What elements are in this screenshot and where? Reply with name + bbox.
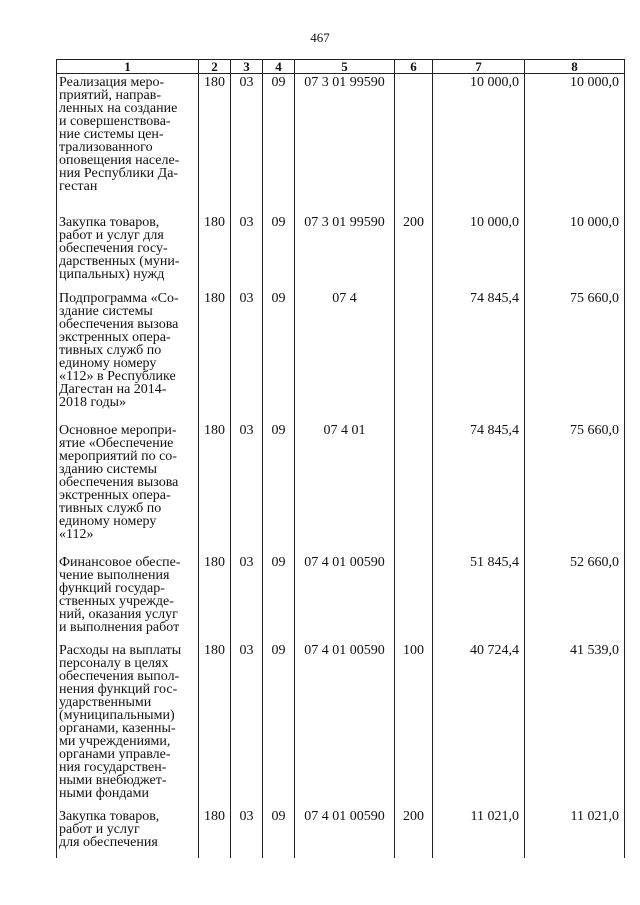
row-name: Реализация меро- приятий, направ- ленных на создание и совершенствова- ние системы цен- трализованного оповещения населе- ния Республики Да- гестан [57, 74, 199, 214]
row-col4: 09 [263, 214, 295, 290]
row-col8: 75 660,0 [525, 290, 625, 422]
row-col5: 07 4 01 00590 [295, 554, 395, 642]
row-col2: 180 [199, 74, 231, 214]
column-header: 5 [295, 60, 395, 74]
row-col5: 07 4 01 00590 [295, 642, 395, 808]
row-col4: 09 [263, 642, 295, 808]
row-col8: 41 539,0 [525, 642, 625, 808]
column-header: 8 [525, 60, 625, 74]
row-col7: 74 845,4 [433, 290, 525, 422]
row-col3: 03 [231, 808, 263, 858]
row-name: Подпрограмма «Со- здание системы обеспечения вызова экстренных опера- тивных служб по единому номеру «112» в Республике Дагестан на 2014- 2018 годы» [57, 290, 199, 422]
table-row [57, 422, 625, 554]
row-col5: 07 4 01 00590 [295, 808, 395, 858]
row-col8: 10 000,0 [525, 74, 625, 214]
row-col2: 180 [199, 422, 231, 554]
row-col2: 180 [199, 642, 231, 808]
row-col6 [395, 422, 433, 554]
row-col3: 03 [231, 642, 263, 808]
column-header: 4 [263, 60, 295, 74]
table-row [57, 554, 625, 642]
row-col2: 180 [199, 554, 231, 642]
row-col7: 51 845,4 [433, 554, 525, 642]
row-name: Финансовое обеспе- чение выполнения функций государ- ственных учрежде- ний, оказания услуг и выполнения работ [57, 554, 199, 642]
table-row [57, 290, 625, 422]
row-name: Расходы на выплаты персоналу в целях обеспечения выпол- нения функций гос- ударственными (муниципальными) органами, казенны- ми учреждениями, органами управле- ния государствен- ными внебюджет- ными фондами [57, 642, 199, 808]
row-col8: 10 000,0 [525, 214, 625, 290]
row-col6 [395, 554, 433, 642]
row-col5: 07 4 [295, 290, 395, 422]
row-name: Закупка товаров, работ и услуг для обеспечения [57, 808, 199, 858]
row-col3: 03 [231, 554, 263, 642]
row-col3: 03 [231, 74, 263, 214]
budget-table [56, 59, 625, 858]
row-col2: 180 [199, 808, 231, 858]
row-col6: 100 [395, 642, 433, 808]
row-col2: 180 [199, 214, 231, 290]
row-col4: 09 [263, 554, 295, 642]
column-header: 3 [231, 60, 263, 74]
table-row [57, 808, 625, 858]
row-col7: 11 021,0 [433, 808, 525, 858]
row-col4: 09 [263, 74, 295, 214]
table-row [57, 214, 625, 290]
column-header: 1 [57, 60, 199, 74]
row-col5: 07 3 01 99590 [295, 74, 395, 214]
table-row [57, 642, 625, 808]
row-name: Закупка товаров, работ и услуг для обеспечения госу- дарственных (муни- ципальных) нужд [57, 214, 199, 290]
table-row [57, 74, 625, 214]
row-col4: 09 [263, 808, 295, 858]
row-col5: 07 3 01 99590 [295, 214, 395, 290]
row-col3: 03 [231, 214, 263, 290]
row-col7: 10 000,0 [433, 74, 525, 214]
header-row [57, 60, 625, 74]
row-col6 [395, 290, 433, 422]
row-col7: 10 000,0 [433, 214, 525, 290]
row-col7: 40 724,4 [433, 642, 525, 808]
row-col4: 09 [263, 422, 295, 554]
row-col6: 200 [395, 214, 433, 290]
column-header: 2 [199, 60, 231, 74]
page-number: 467 [310, 30, 330, 45]
column-header: 6 [395, 60, 433, 74]
row-col3: 03 [231, 422, 263, 554]
row-col7: 74 845,4 [433, 422, 525, 554]
row-col3: 03 [231, 290, 263, 422]
row-col4: 09 [263, 290, 295, 422]
row-col5: 07 4 01 [295, 422, 395, 554]
row-name: Основное меропри- ятие «Обеспечение мероприятий по со- зданию системы обеспечения вызова экстренных опера- тивных служб по единому номеру «112» [57, 422, 199, 554]
column-header: 7 [433, 60, 525, 74]
row-col8: 52 660,0 [525, 554, 625, 642]
row-col8: 11 021,0 [525, 808, 625, 858]
row-col6 [395, 74, 433, 214]
row-col8: 75 660,0 [525, 422, 625, 554]
row-col2: 180 [199, 290, 231, 422]
row-col6: 200 [395, 808, 433, 858]
